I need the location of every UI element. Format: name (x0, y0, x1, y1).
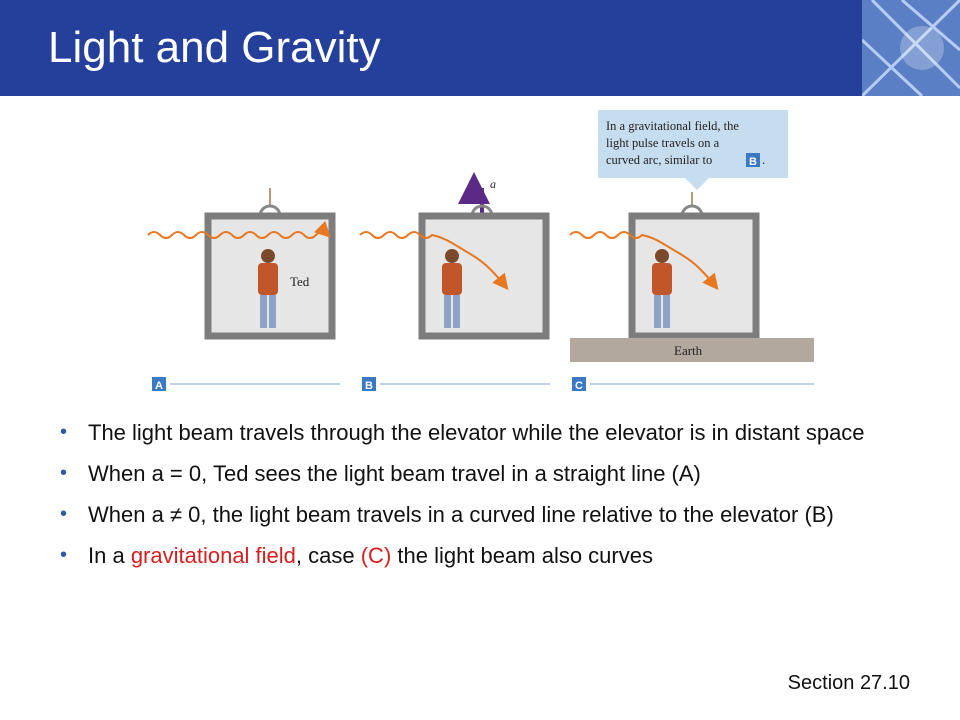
elevator-figure (140, 108, 830, 398)
callout-ref-badge: B (749, 156, 757, 168)
ground-label-earth: Earth (674, 343, 703, 358)
bullet-item (60, 541, 920, 570)
bullet-item (60, 459, 920, 488)
bullet-text: When a = 0, Ted sees the light beam travel in a straight line (A) (88, 461, 701, 486)
bullet-text-post: the light beam also curves (391, 543, 653, 568)
elevator-b (360, 177, 546, 336)
bullet-text: The light beam travels through the elevator while the elevator is in distant space (88, 420, 865, 445)
bullet-marker: • (60, 544, 68, 566)
highlight-case-c: (C) (360, 543, 392, 568)
callout-line-1: In a gravitational field, the (606, 119, 739, 133)
title-bar (0, 0, 960, 96)
bullet-list (60, 418, 920, 582)
callout-box (598, 110, 788, 190)
elevator-c (570, 192, 814, 362)
bullet-text-pre: In a (88, 543, 131, 568)
panel-label-c: C (575, 380, 583, 392)
bullet-text: When a ≠ 0, the light beam travels in a curved line relative to the elevator (B) (88, 502, 834, 527)
callout-end: . (762, 153, 766, 167)
callout-line-3: curved arc, similar to (606, 153, 713, 167)
bullet-marker: • (60, 503, 68, 525)
decorative-corner-art (862, 0, 960, 96)
bullet-marker: • (60, 462, 68, 484)
slide-title: Light and Gravity (48, 23, 381, 72)
panel-label-rules (152, 377, 814, 392)
bullet-item (60, 418, 920, 447)
section-label: Section 27.10 (787, 672, 910, 694)
person-label-ted: Ted (290, 274, 310, 289)
bullet-text-mid: , case (295, 543, 361, 568)
bullet-marker: • (60, 421, 68, 443)
highlight-gravitational-field: gravitational field (130, 543, 296, 568)
elevator-a (148, 188, 332, 336)
callout-line-2: light pulse travels on a (606, 136, 720, 150)
bullet-item (60, 500, 920, 529)
panel-label-a: A (155, 380, 163, 392)
panel-label-b: B (365, 380, 373, 392)
acceleration-label: a (490, 177, 496, 191)
